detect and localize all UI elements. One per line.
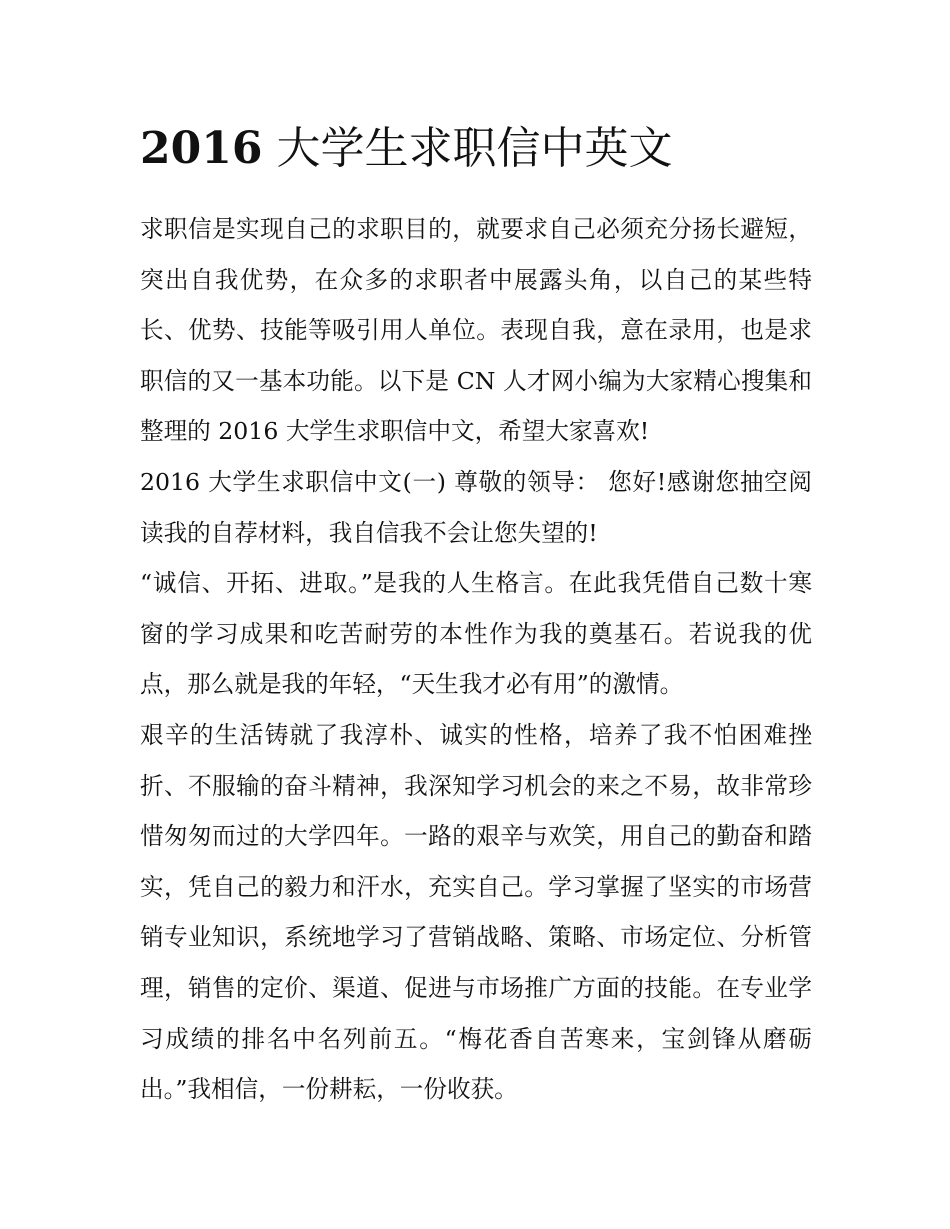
document-title xyxy=(140,118,812,180)
paragraph-experience: 艰辛的生活铸就了我淳朴、诚实的性格，培养了我不怕困难挫折、不服输的奋斗精神，我深知学习机会的来之不易，故非常珍惜匆匆而过的大学四年。一路的艰辛与欢笑，用自己的勤奋和踏实，凭自己的毅力和汗水，充实自己。学习掌握了坚实的市场营销专业知识，系统地学习了营销战略、策略、市场定位、分析管理，销售的定价、渠道、促进与市场推广方面的技能。在专业学习成绩的排名中名列前五。“梅花香自苦寒来，宝剑锋从磨砺出。”我相信，一份耕耘，一份收获。 xyxy=(140,720,812,1104)
title-year: 2016 xyxy=(140,123,263,174)
paragraph-intro: 求职信是实现自己的求职目的，就要求自己必须充分扬长避短，突出自我优势，在众多的求职者中展露头角，以自己的某些特长、优势、技能等吸引用人单位。表现自我，意在录用，也是求职信的又一基本功能。以下是 CN 人才网小编为大家精心搜集和整理的 2016 大学生求职信中文，希望大家喜欢! xyxy=(140,215,812,446)
paragraph-motto: “诚信、开拓、进取。”是我的人生格言。在此我凭借自己数十寒窗的学习成果和吃苦耐劳的本性作为我的奠基石。若说我的优点，那么就是我的年轻，“天生我才必有用”的激情。 xyxy=(140,569,812,699)
title-text: 大学生求职信中英文 xyxy=(276,123,673,174)
paragraph-salutation: 2016 大学生求职信中文(一) 尊敬的领导： 您好!感谢您抽空阅读我的自荐材料，我自信我不会让您失望的! xyxy=(140,467,812,547)
document-page xyxy=(140,118,812,1115)
